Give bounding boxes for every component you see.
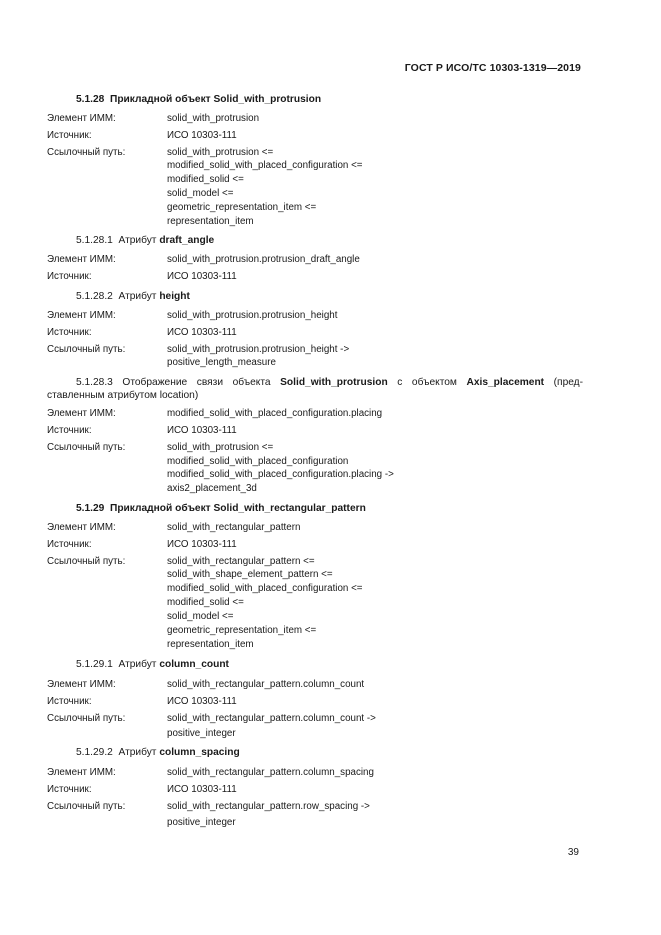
ref-path-line: modified_solid_with_placed_configuration <=: [167, 160, 363, 172]
source-label: Источник:: [47, 695, 92, 707]
elem-label: Элемент ИММ:: [47, 521, 116, 533]
source-value: ИСО 10303-111: [167, 695, 237, 707]
section-prefix: Прикладной объект: [110, 94, 211, 105]
source-label: Источник:: [47, 326, 92, 338]
ref-path-label: Ссылочный путь:: [47, 800, 126, 812]
section-heading-5-1-29-1: [47, 658, 583, 671]
source-value: ИСО 10303-111: [167, 271, 237, 283]
elem-value: modified_solid_with_placed_configuration.placing: [167, 408, 383, 420]
mapping-row: [47, 309, 583, 323]
mapping-row: [47, 343, 583, 371]
source-value: ИСО 10303-111: [167, 538, 237, 550]
ref-path-line: modified_solid_with_placed_configuration <=: [167, 583, 363, 595]
ref-path-value: [167, 343, 583, 371]
section-prefix: Атрибут: [118, 290, 157, 302]
section-title: draft_angle: [159, 235, 215, 247]
mapping-row: [47, 783, 583, 797]
ref-path-value: [167, 146, 583, 229]
ref-path-line: geometric_representation_item <=: [167, 201, 317, 213]
section-title: column_count: [159, 659, 229, 671]
elem-value: solid_with_rectangular_pattern: [167, 521, 301, 533]
mapping-row: [47, 712, 583, 741]
section-entity-name: Axis_placement: [466, 377, 545, 389]
ref-path-line: solid_with_rectangular_pattern.column_count ->: [167, 712, 376, 724]
source-label: Источник:: [47, 538, 92, 550]
section-heading-5-1-28-3: [47, 376, 583, 402]
section-number: 5.1.29.1: [76, 659, 113, 671]
section-heading-5-1-29: [47, 502, 583, 515]
source-value: ИСО 10303-111: [167, 129, 237, 141]
ref-path-label: Ссылочный путь:: [47, 555, 126, 567]
ref-path-line: representation_item: [167, 215, 254, 227]
section-prefix: Атрибут: [118, 659, 157, 671]
mapping-row: [47, 766, 583, 780]
mapping-row: [47, 270, 583, 284]
section-number: 5.1.28: [76, 94, 105, 105]
ref-path-line: modified_solid <=: [167, 174, 244, 186]
ref-path-line: solid_model <=: [167, 187, 234, 199]
ref-path-value: [167, 555, 583, 653]
section-text: с объектом: [397, 377, 457, 389]
mapping-row: [47, 146, 583, 229]
elem-label: Элемент ИММ:: [47, 254, 116, 266]
ref-path-label: Ссылочный путь:: [47, 712, 126, 724]
section-title: column_spacing: [159, 747, 240, 759]
ref-path-label: Ссылочный путь:: [47, 146, 126, 158]
source-value: ИСО 10303-111: [167, 326, 237, 338]
ref-path-line: positive_integer: [167, 727, 236, 739]
section-heading-5-1-28-1: [47, 234, 583, 247]
elem-label: Элемент ИММ:: [47, 767, 116, 779]
ref-path-value: [167, 712, 583, 741]
mapping-row: [47, 695, 583, 709]
elem-value: solid_with_rectangular_pattern.column_count: [167, 679, 365, 691]
section-title: Solid_with_rectangular_pattern: [213, 502, 366, 514]
section-text: (пред-ставленным атрибутом location): [47, 377, 584, 402]
ref-path-line: positive_integer: [167, 816, 236, 828]
elem-value: solid_with_protrusion: [167, 113, 260, 124]
section-heading-5-1-28: [47, 93, 583, 106]
ref-path-line: solid_model <=: [167, 610, 234, 622]
mapping-row: [47, 407, 583, 421]
mapping-row: [47, 441, 583, 496]
section-number: 5.1.28.2: [76, 290, 113, 302]
section-number: 5.1.29.2: [76, 747, 113, 759]
mapping-row: [47, 253, 583, 267]
section-text: Отображение связи объекта: [122, 377, 271, 389]
elem-value: solid_with_protrusion.protrusion_draft_angle: [167, 254, 360, 266]
mapping-row: [47, 129, 583, 143]
mapping-row: [47, 555, 583, 653]
document-header: ГОСТ Р ИСО/ТС 10303-1319—2019: [404, 62, 581, 74]
ref-path-line: solid_with_rectangular_pattern.row_spacing ->: [167, 800, 370, 812]
mapping-row: [47, 112, 583, 126]
mapping-row: [47, 678, 583, 692]
source-label: Источник:: [47, 784, 92, 796]
source-value: ИСО 10303-111: [167, 784, 237, 796]
mapping-row: [47, 521, 583, 535]
ref-path-line: positive_length_measure: [167, 357, 276, 369]
ref-path-label: Ссылочный путь:: [47, 441, 126, 453]
elem-label: Элемент ИММ:: [47, 309, 116, 321]
ref-path-line: solid_with_protrusion <=: [167, 441, 274, 453]
section-title: Solid_with_protrusion: [213, 94, 322, 105]
section-number: 5.1.28.3: [76, 377, 113, 389]
mapping-row: [47, 424, 583, 438]
ref-path-line: geometric_representation_item <=: [167, 624, 317, 636]
mapping-row: [47, 326, 583, 340]
section-entity-name: Solid_with_protrusion: [280, 377, 388, 389]
source-label: Источник:: [47, 129, 92, 141]
ref-path-line: modified_solid_with_placed_configuration.placing ->: [167, 469, 394, 481]
source-label: Источник:: [47, 271, 92, 283]
ref-path-line: solid_with_rectangular_pattern <=: [167, 555, 315, 567]
mapping-row: [47, 800, 583, 830]
source-value: ИСО 10303-111: [167, 424, 237, 436]
ref-path-line: solid_with_protrusion <=: [167, 146, 274, 158]
elem-label: Элемент ИММ:: [47, 408, 116, 420]
ref-path-line: axis2_placement_3d: [167, 483, 257, 495]
document-body: [47, 93, 583, 829]
section-title: height: [159, 290, 190, 302]
ref-path-value: [167, 800, 583, 830]
ref-path-line: solid_with_shape_element_pattern <=: [167, 569, 333, 581]
section-heading-5-1-28-2: [47, 290, 583, 303]
ref-path-line: modified_solid <=: [167, 596, 244, 608]
ref-path-line: representation_item: [167, 639, 254, 651]
elem-value: solid_with_rectangular_pattern.column_spacing: [167, 767, 374, 779]
elem-label: Элемент ИММ:: [47, 679, 116, 691]
ref-path-value: [167, 441, 583, 496]
section-prefix: Атрибут: [118, 235, 157, 247]
section-number: 5.1.28.1: [76, 235, 113, 247]
source-label: Источник:: [47, 424, 92, 436]
elem-value: solid_with_protrusion.protrusion_height: [167, 309, 338, 321]
section-heading-5-1-29-2: [47, 746, 583, 759]
ref-path-label: Ссылочный путь:: [47, 343, 126, 355]
ref-path-line: modified_solid_with_placed_configuration: [167, 455, 349, 467]
page-number: 39: [567, 847, 579, 858]
ref-path-line: solid_with_protrusion.protrusion_height ->: [167, 343, 350, 355]
mapping-row: [47, 538, 583, 552]
elem-label: Элемент ИММ:: [47, 113, 116, 124]
section-number: 5.1.29: [76, 502, 105, 514]
section-prefix: Прикладной объект: [110, 502, 211, 514]
section-prefix: Атрибут: [118, 747, 157, 759]
